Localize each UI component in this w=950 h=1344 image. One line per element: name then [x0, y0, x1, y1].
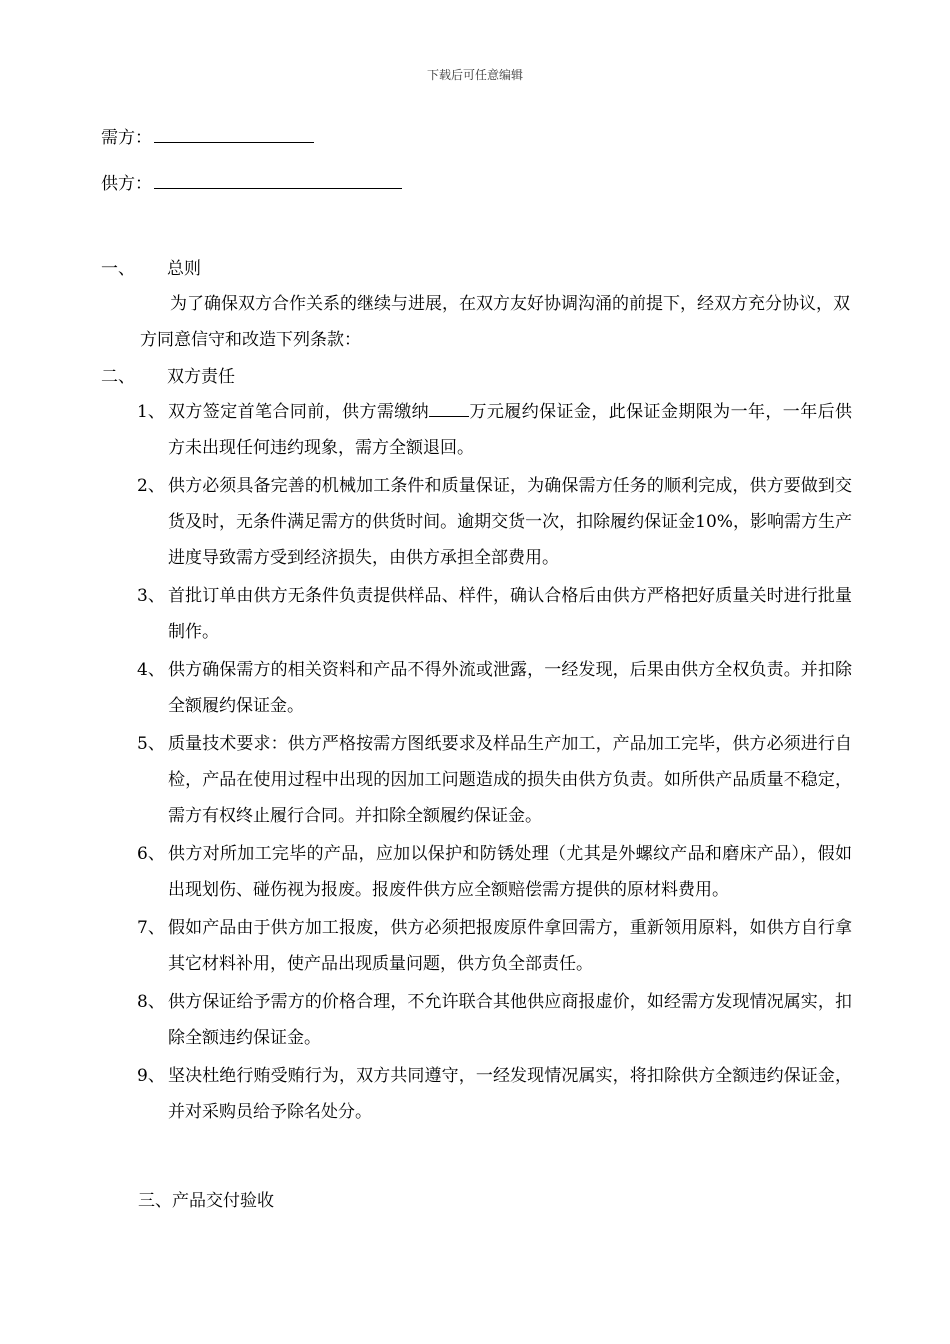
supplier-field — [101, 170, 402, 196]
item-text: 供方确保需方的相关资料和产品不得外流或泄露，一经发现，后果由供方全权负责。并扣除全额履约保证金。 — [168, 660, 852, 716]
list-item — [137, 1058, 852, 1130]
list-item — [137, 984, 852, 1056]
item-number: 7、 — [137, 918, 165, 938]
item-number: 8、 — [137, 992, 165, 1012]
item-text: 首批订单由供方无条件负责提供样品、样件，确认合格后由供方严格把好质量关时进行批量制作。 — [168, 586, 852, 642]
section-1-paragraph: 为了确保双方合作关系的继续与进展，在双方友好协调沟涌的前提下，经双方充分协议，双方同意信守和改造下列条款： — [140, 294, 850, 350]
section-2-heading — [101, 365, 235, 389]
list-item — [137, 652, 852, 724]
buyer-field — [101, 124, 314, 150]
deposit-amount-blank — [429, 398, 469, 417]
item-text: 坚决杜绝行贿受贿行为，双方共同遵守，一经发现情况属实，将扣除供方全额违约保证金，并对采购员给予除名处分。 — [168, 1066, 852, 1122]
buyer-label: 需方： — [101, 128, 152, 148]
item-text: 供方对所加工完毕的产品，应加以保护和防锈处理（尤其是外螺纹产品和磨床产品），假如出现划伤、碰伤视为报废。报废件供方应全额赔偿需方提供的原材料费用。 — [168, 844, 852, 900]
item-number: 6、 — [137, 844, 165, 864]
section-1-number: 一、 — [101, 259, 135, 279]
supplier-blank-line — [154, 170, 402, 189]
item-text-pre: 双方签定首笔合同前，供方需缴纳 — [168, 402, 430, 422]
item-text: 质量技术要求：供方严格按需方图纸要求及样品生产加工，产品加工完毕，供方必须进行自检，产品在使用过程中出现的因加工问题造成的损失由供方负责。如所供产品质量不稳定，需方有权终止履行合同。并扣除全额履约保证金。 — [168, 734, 852, 826]
section-1-heading — [101, 257, 201, 281]
item-text: 供方保证给予需方的价格合理，不允许联合其他供应商报虚价，如经需方发现情况属实，扣除全额违约保证金。 — [168, 992, 852, 1048]
item-number: 3、 — [137, 586, 165, 606]
header-note: 下载后可任意编辑 — [426, 68, 523, 82]
section-2-number: 二、 — [101, 367, 135, 387]
section-2-title: 双方责任 — [167, 367, 235, 387]
supplier-label: 供方： — [101, 174, 152, 194]
responsibility-list — [137, 394, 852, 1132]
list-item — [137, 726, 852, 834]
list-item — [137, 836, 852, 908]
section-1-title: 总则 — [167, 259, 201, 279]
list-item — [137, 394, 852, 466]
item-number: 9、 — [137, 1066, 165, 1086]
item-text — [168, 394, 852, 466]
list-item — [137, 578, 852, 650]
item-number: 2、 — [137, 476, 165, 496]
section-3-heading: 三、产品交付验收 — [138, 1191, 274, 1211]
item-text: 假如产品由于供方加工报废，供方必须把报废原件拿回需方，重新领用原料，如供方自行拿其它材料补用，使产品出现质量问题，供方负全部责任。 — [168, 918, 852, 974]
item-number: 5、 — [137, 734, 165, 754]
item-text: 供方必须具备完善的机械加工条件和质量保证，为确保需方任务的顺利完成，供方要做到交货及时，无条件满足需方的供货时间。逾期交货一次，扣除履约保证金10%，影响需方生产进度导致需方受到经济损失，由供方承担全部费用。 — [168, 476, 852, 568]
item-number: 4、 — [137, 660, 165, 680]
list-item — [137, 468, 852, 576]
item-text-post: 万元履约保证金，此保证金期限为一年，一年后供方未出现任何违约现象，需方全额退回。 — [168, 402, 853, 458]
list-item — [137, 910, 852, 982]
buyer-blank-line — [154, 124, 314, 143]
item-number: 1、 — [137, 402, 165, 422]
